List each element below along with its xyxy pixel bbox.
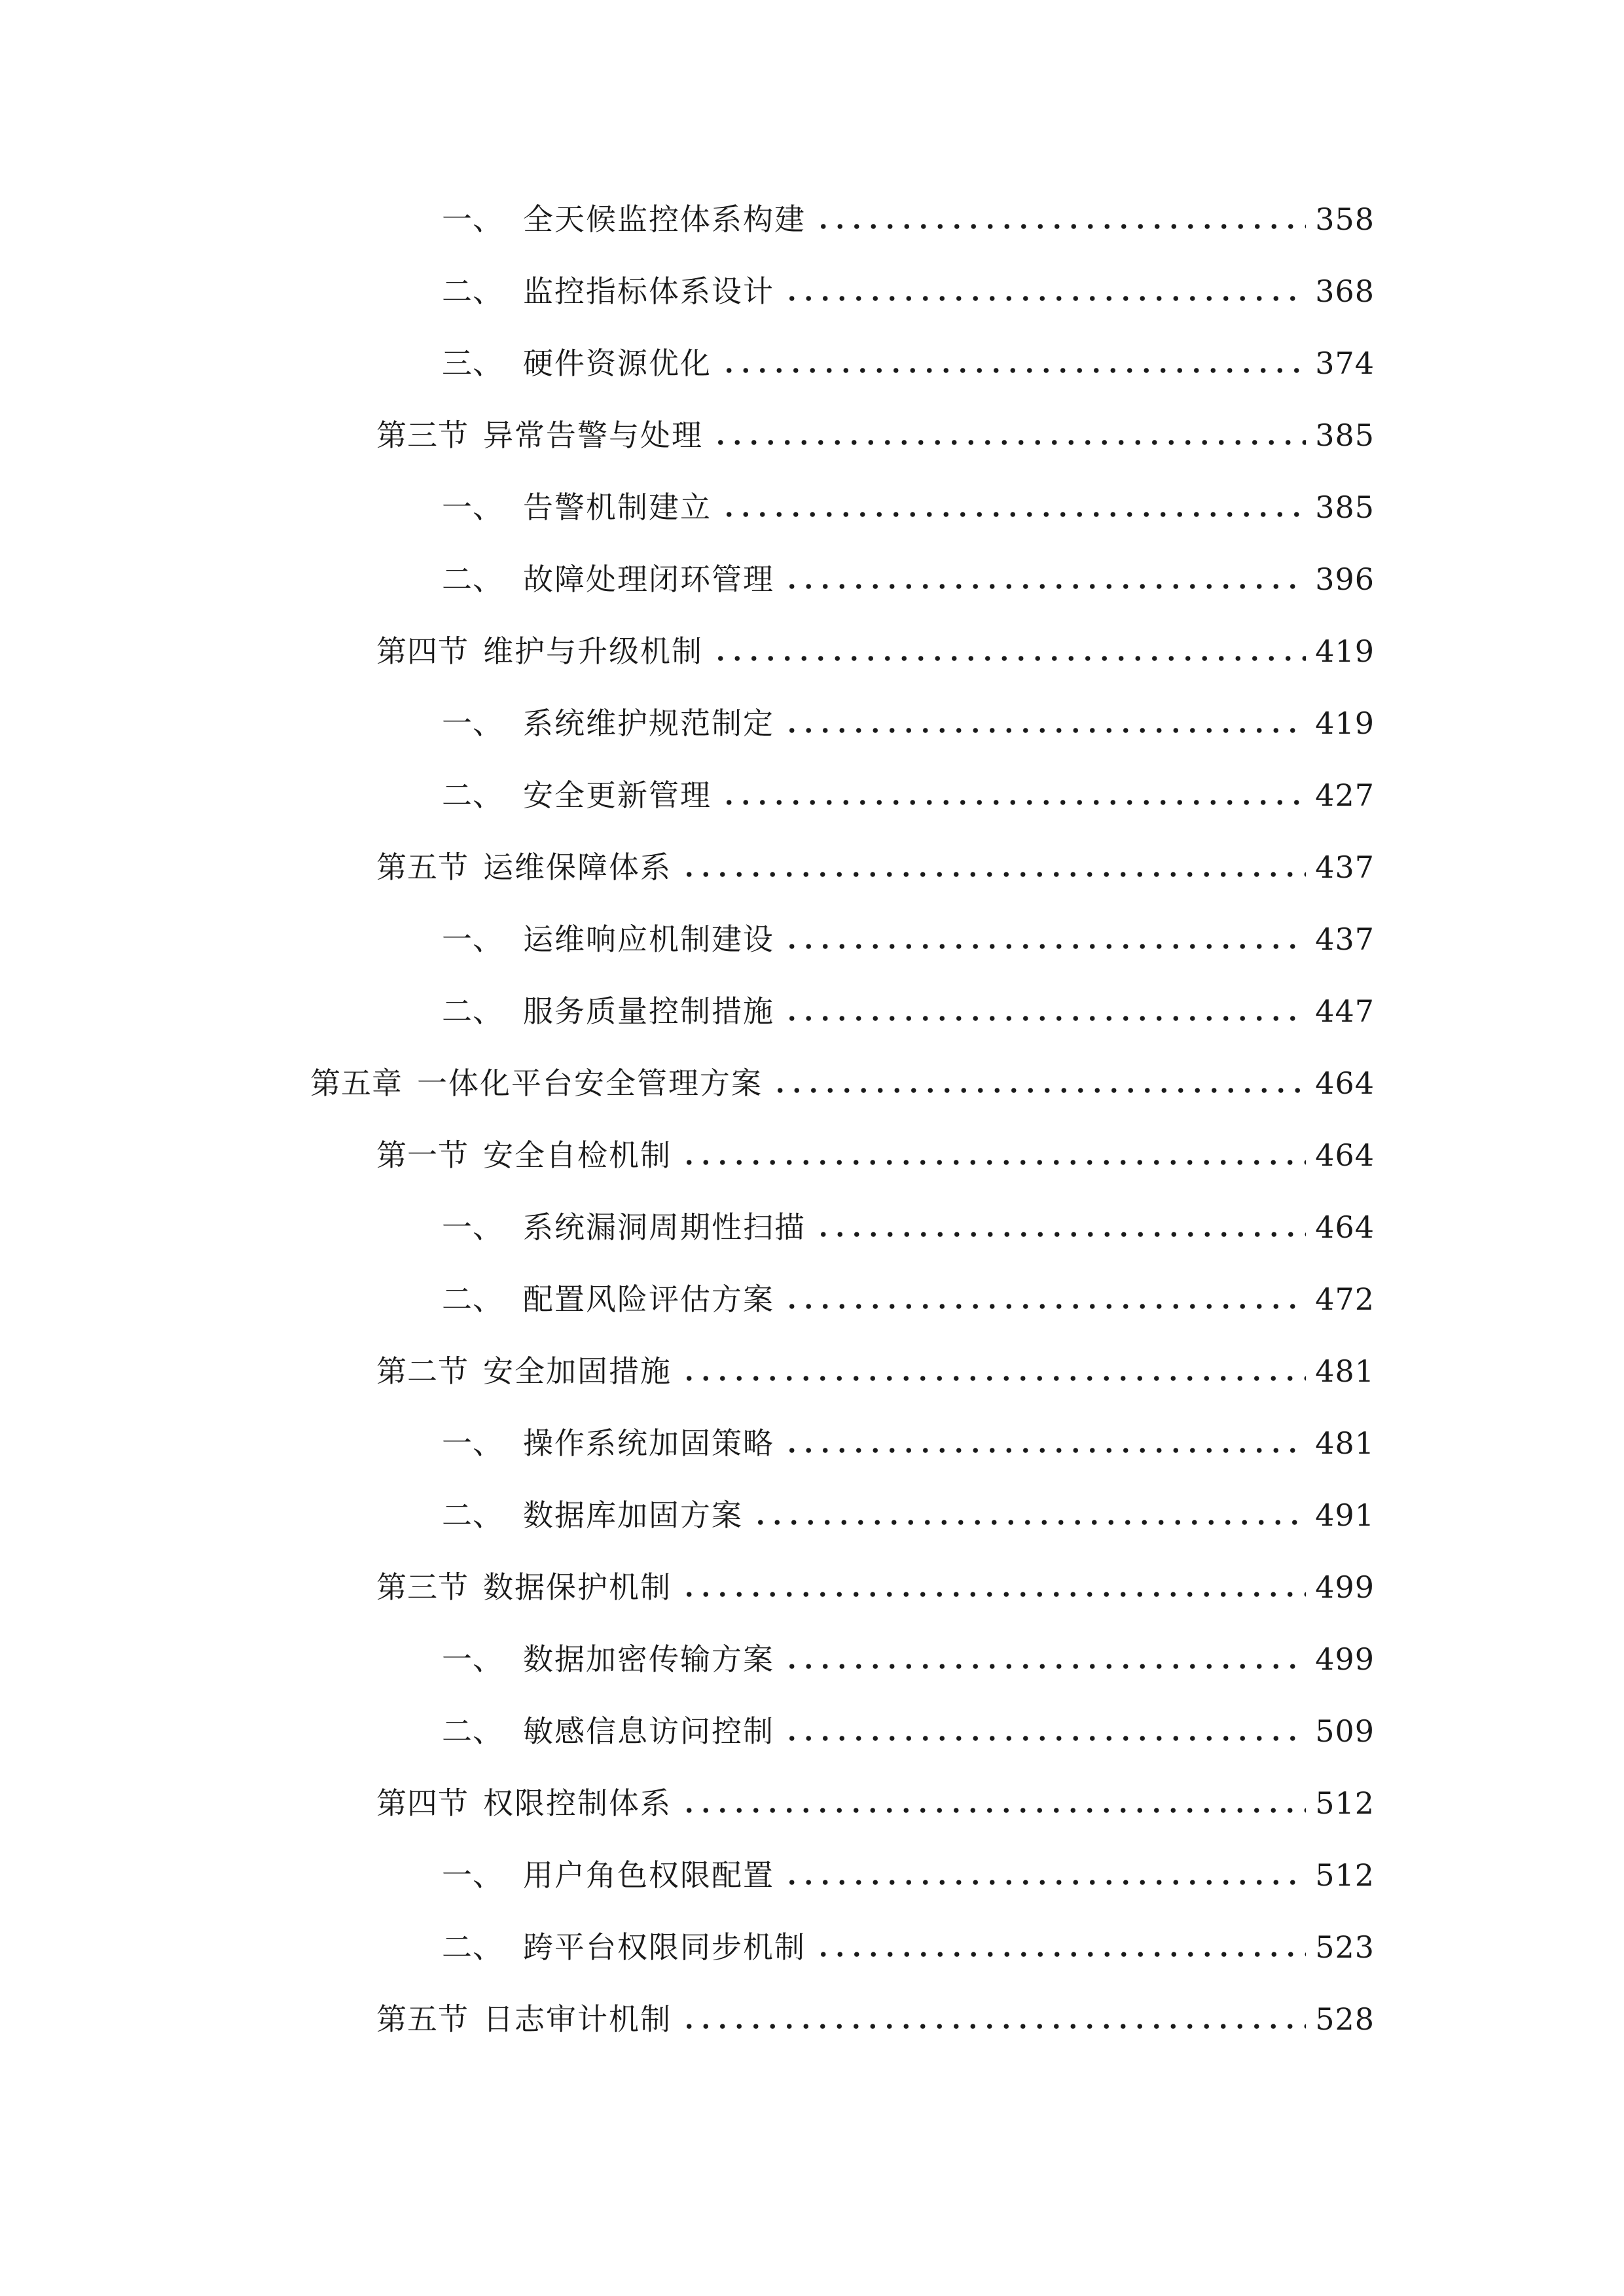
toc-entry-page-number: 437 — [1315, 850, 1375, 885]
toc-entry[interactable] — [376, 412, 1375, 458]
toc-entry-label: 第五节 — [376, 850, 469, 885]
toc-entry-page-number: 464 — [1315, 1066, 1375, 1101]
toc-entry-page-number: 374 — [1315, 346, 1375, 381]
dot-leader — [784, 944, 1306, 949]
dot-leader — [721, 512, 1306, 517]
toc-entry-page-number: 472 — [1315, 1282, 1375, 1317]
toc-entry-page-number: 464 — [1315, 1210, 1375, 1245]
toc-entry-title: 用户角色权限配置 — [523, 1857, 774, 1893]
toc-entry-page-number: 368 — [1315, 274, 1375, 309]
toc-entry[interactable] — [442, 1204, 1375, 1250]
toc-entry-label: 第四节 — [376, 1785, 469, 1821]
dot-leader — [815, 224, 1306, 229]
toc-entry[interactable] — [442, 916, 1375, 962]
dot-leader — [681, 1160, 1306, 1165]
toc-entry[interactable] — [442, 772, 1375, 818]
toc-entry-label: 一、 — [442, 1210, 503, 1245]
toc-entry[interactable] — [442, 988, 1375, 1034]
toc-entry-page-number: 499 — [1315, 1641, 1375, 1677]
toc-entry-page-number: 385 — [1315, 418, 1375, 453]
toc-entry-page-number: 437 — [1315, 922, 1375, 957]
toc-entry-title: 监控指标体系设计 — [523, 274, 774, 309]
dot-leader — [784, 1736, 1306, 1741]
toc-entry[interactable] — [442, 1420, 1375, 1466]
toc-entry-label: 一、 — [442, 490, 503, 525]
toc-entry-label: 第五章 — [310, 1066, 403, 1101]
toc-entry-page-number: 419 — [1315, 706, 1375, 741]
toc-entry-title: 安全加固措施 — [483, 1354, 672, 1389]
dot-leader — [784, 1016, 1306, 1021]
toc-entry-title: 数据加密传输方案 — [523, 1641, 774, 1677]
toc-entry-page-number: 512 — [1315, 1785, 1375, 1821]
toc-entry[interactable] — [442, 1852, 1375, 1898]
dot-leader — [784, 728, 1306, 733]
dot-leader — [681, 1592, 1306, 1597]
toc-entry[interactable] — [376, 1348, 1375, 1394]
toc-entry-title: 系统维护规范制定 — [523, 706, 774, 741]
toc-entry-page-number: 512 — [1315, 1857, 1375, 1893]
dot-leader — [681, 2024, 1306, 2029]
toc-entry-page-number: 499 — [1315, 1570, 1375, 1605]
dot-leader — [712, 656, 1306, 661]
dot-leader — [784, 1664, 1306, 1669]
dot-leader — [815, 1952, 1306, 1957]
toc-entry-title: 数据库加固方案 — [523, 1498, 743, 1533]
toc-entry[interactable] — [442, 700, 1375, 746]
toc-entry[interactable] — [442, 484, 1375, 530]
dot-leader — [815, 1232, 1306, 1237]
toc-entry-title: 硬件资源优化 — [523, 346, 712, 381]
toc-entry[interactable] — [376, 628, 1375, 674]
toc-entry-page-number: 358 — [1315, 202, 1375, 237]
toc-entry-label: 第一节 — [376, 1138, 469, 1173]
toc-entry-label: 第五节 — [376, 2001, 469, 2037]
toc-entry-title: 配置风险评估方案 — [523, 1282, 774, 1317]
toc-entry-label: 一、 — [442, 202, 503, 237]
toc-entry-page-number: 396 — [1315, 562, 1375, 597]
toc-entry-label: 第三节 — [376, 418, 469, 453]
toc-entry-label: 二、 — [442, 778, 503, 813]
dot-leader — [681, 1808, 1306, 1813]
toc-entry-page-number: 419 — [1315, 634, 1375, 669]
toc-entry[interactable] — [442, 268, 1375, 314]
toc-entry-label: 二、 — [442, 1929, 503, 1965]
toc-entry-title: 权限控制体系 — [483, 1785, 672, 1821]
toc-entry-label: 一、 — [442, 1641, 503, 1677]
toc-entry-title: 运维保障体系 — [483, 850, 672, 885]
toc-entry-title: 服务质量控制措施 — [523, 994, 774, 1029]
toc-entry[interactable] — [442, 196, 1375, 242]
toc-entry[interactable] — [442, 1924, 1375, 1970]
toc-entry-title: 一体化平台安全管理方案 — [417, 1066, 763, 1101]
toc-entry[interactable] — [376, 1132, 1375, 1178]
toc-entry[interactable] — [442, 1276, 1375, 1322]
toc-entry-title: 安全更新管理 — [523, 778, 712, 813]
toc-entry-title: 运维响应机制建设 — [523, 922, 774, 957]
toc-entry-label: 一、 — [442, 1857, 503, 1893]
toc-entry-label: 二、 — [442, 1713, 503, 1749]
toc-entry-page-number: 481 — [1315, 1426, 1375, 1461]
toc-entry-title: 敏感信息访问控制 — [523, 1713, 774, 1749]
dot-leader — [784, 1304, 1306, 1309]
toc-entry[interactable] — [376, 1780, 1375, 1826]
toc-entry-title: 操作系统加固策略 — [523, 1426, 774, 1461]
toc-entry-title: 维护与升级机制 — [483, 634, 703, 669]
toc-entry-label: 第二节 — [376, 1354, 469, 1389]
toc-entry-label: 第四节 — [376, 634, 469, 669]
toc-entry-label: 一、 — [442, 1426, 503, 1461]
toc-entry-page-number: 385 — [1315, 490, 1375, 525]
toc-entry-label: 一、 — [442, 922, 503, 957]
toc-entry-page-number: 464 — [1315, 1138, 1375, 1173]
toc-entry-label: 二、 — [442, 994, 503, 1029]
dot-leader — [784, 584, 1306, 589]
dot-leader — [681, 1376, 1306, 1381]
dot-leader — [721, 800, 1306, 805]
toc-entry-page-number: 491 — [1315, 1498, 1375, 1533]
toc-entry-title: 跨平台权限同步机制 — [523, 1929, 806, 1965]
dot-leader — [681, 872, 1306, 877]
toc-entry-title: 告警机制建立 — [523, 490, 712, 525]
toc-entry-page-number: 447 — [1315, 994, 1375, 1029]
dot-leader — [752, 1520, 1306, 1525]
dot-leader — [712, 440, 1306, 445]
toc-entry-title: 异常告警与处理 — [483, 418, 703, 453]
toc-entry[interactable] — [376, 1996, 1375, 2042]
toc-entry-title: 系统漏洞周期性扫描 — [523, 1210, 806, 1245]
toc-entry-label: 一、 — [442, 706, 503, 741]
toc-entry[interactable] — [442, 1708, 1375, 1754]
toc-entry-page-number: 523 — [1315, 1929, 1375, 1965]
toc-entry-title: 安全自检机制 — [483, 1138, 672, 1173]
toc-entry-label: 三、 — [442, 346, 503, 381]
toc-entry[interactable] — [442, 1636, 1375, 1682]
dot-leader — [784, 1448, 1306, 1453]
toc-entry-title: 日志审计机制 — [483, 2001, 672, 2037]
toc-entry-label: 二、 — [442, 1282, 503, 1317]
dot-leader — [784, 1880, 1306, 1885]
toc-entry-page-number: 509 — [1315, 1713, 1375, 1749]
toc-entry[interactable] — [442, 340, 1375, 386]
dot-leader — [721, 368, 1306, 373]
toc-entry-label: 第三节 — [376, 1570, 469, 1605]
toc-entry-page-number: 481 — [1315, 1354, 1375, 1389]
toc-entry-label: 二、 — [442, 274, 503, 309]
toc-entry-label: 二、 — [442, 1498, 503, 1533]
dot-leader — [784, 296, 1306, 301]
toc-entry[interactable] — [376, 1564, 1375, 1610]
toc-entry[interactable] — [442, 1492, 1375, 1538]
toc-entry-title: 全天候监控体系构建 — [523, 202, 806, 237]
toc-entry-page-number: 427 — [1315, 778, 1375, 813]
toc-entry-label: 二、 — [442, 562, 503, 597]
toc-entry[interactable] — [376, 844, 1375, 890]
toc-entry[interactable] — [442, 556, 1375, 602]
dot-leader — [772, 1088, 1306, 1093]
toc-entry-page-number: 528 — [1315, 2001, 1375, 2037]
toc-entry[interactable] — [310, 1060, 1375, 1106]
toc-entry-title: 故障处理闭环管理 — [523, 562, 774, 597]
toc-entry-title: 数据保护机制 — [483, 1570, 672, 1605]
